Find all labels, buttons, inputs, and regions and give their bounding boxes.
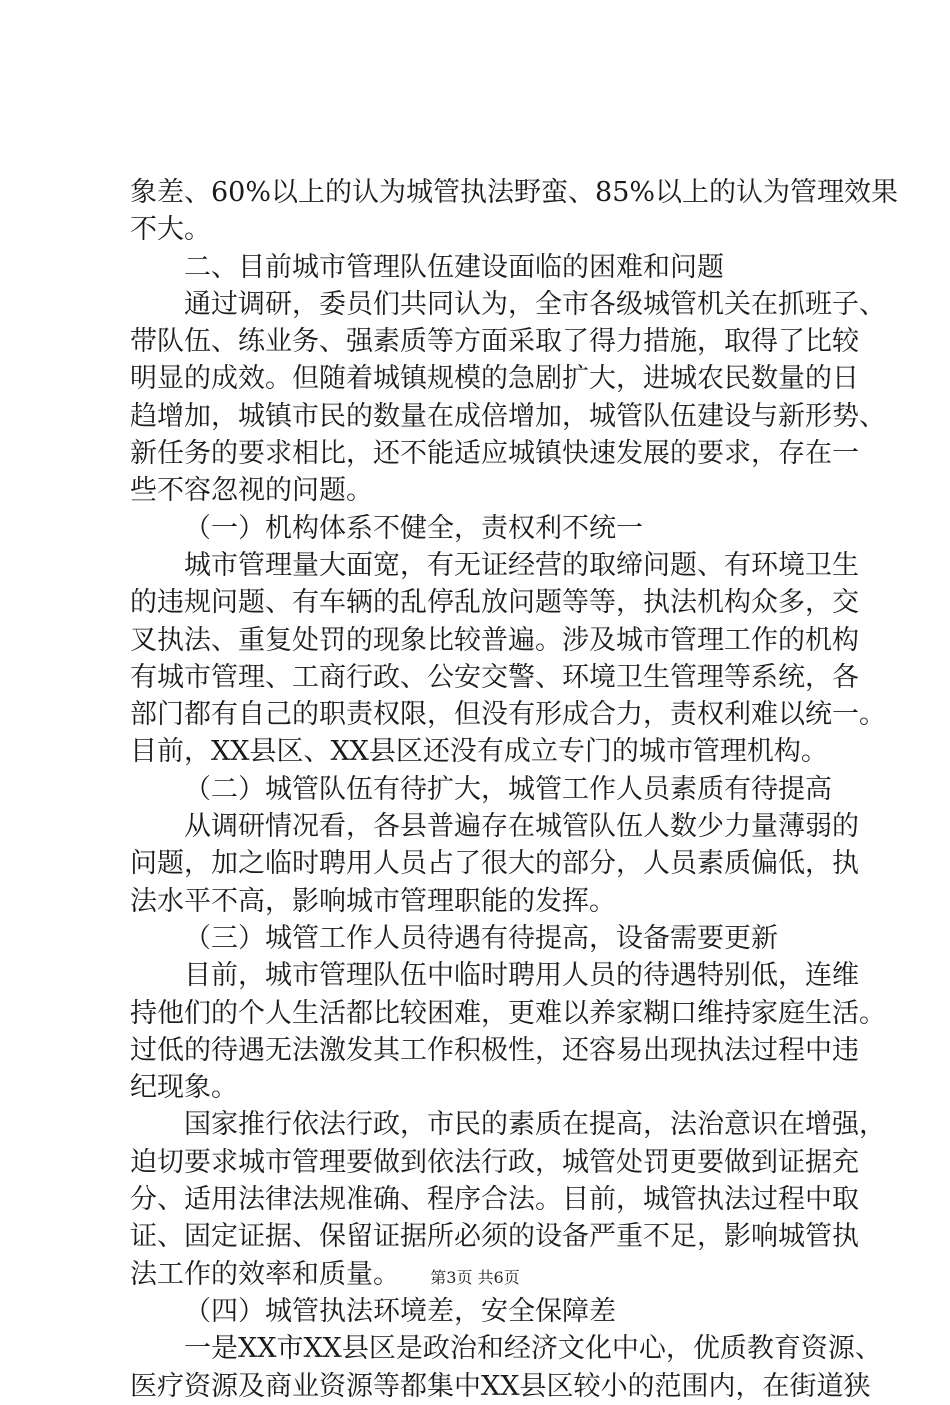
text-line: 二、目前城市管理队伍建设面临的困难和问题: [184, 251, 724, 283]
paragraph: [130, 547, 886, 771]
paragraph: [130, 286, 886, 510]
text-line: （二）城管队伍有待扩大，城管工作人员素质有待提高: [184, 773, 832, 805]
text-line: 从调研情况看，各县普遍存在城管队伍人数少力量薄弱的: [184, 811, 859, 843]
text-line: 分、适用法律法规准确、程序合法。目前，城管执法过程中取: [130, 1184, 859, 1216]
text-line: 城市管理量大面宽，有无证经营的取缔问题、有环境卫生: [184, 549, 859, 581]
text-line: 证、固定证据、保留证据所必须的设备严重不足，影响城管执: [130, 1221, 859, 1253]
text-line: 有城市管理、工商行政、公安交警、环境卫生管理等系统，各: [130, 661, 859, 693]
text-line: 些不容忽视的问题。: [130, 475, 373, 507]
text-line: 趋增加，城镇市民的数量在成倍增加，城管队伍建设与新形势、: [130, 400, 886, 432]
subsection-heading: [130, 510, 835, 547]
page-footer: 第3页 共6页: [430, 1268, 520, 1287]
text-line: 国家推行依法行政，市民的素质在提高，法治意识在增强，: [184, 1109, 886, 1141]
text-line: 问题，加之临时聘用人员占了很大的部分，人员素质偏低，执: [130, 848, 859, 880]
subsection-heading: [130, 1293, 835, 1330]
text-line: 带队伍、练业务、强素质等方面采取了得力措施，取得了比较: [130, 326, 859, 358]
text-line: 一是XX市XX县区是政治和经济文化中心，优质教育资源、: [184, 1333, 882, 1365]
text-line: 象差、60%以上的认为城管执法野蛮、85%以上的认为管理效果: [130, 177, 899, 208]
text-line: 不大。: [130, 214, 211, 246]
text-line: 明显的成效。但随着城镇规模的急剧扩大，进城农民数量的日: [130, 363, 859, 395]
text-line: 叉执法、重复处罚的现象比较普遍。涉及城市管理工作的机构: [130, 624, 859, 656]
text-line: 目前，XX县区、XX县区还没有成立专门的城市管理机构。: [130, 736, 828, 768]
text-line: 目前，城市管理队伍中临时聘用人员的待遇特别低，连维: [184, 960, 859, 992]
text-line: （三）城管工作人员待遇有待提高，设备需要更新: [184, 922, 778, 954]
text-line: 的违规问题、有车辆的乱停乱放问题等等，执法机构众多，交: [130, 587, 859, 619]
paragraph: [130, 957, 886, 1106]
text-line: 法水平不高，影响城市管理职能的发挥。: [130, 885, 616, 917]
paragraph: [130, 174, 899, 249]
subsection-heading: [130, 920, 835, 957]
text-line: 迫切要求城市管理要做到依法行政，城管处罚更要做到证据充: [130, 1146, 859, 1178]
text-line: 通过调研，委员们共同认为，全市各级城管机关在抓班子、: [184, 288, 886, 320]
text-line: 新任务的要求相比，还不能适应城镇快速发展的要求，存在一: [130, 438, 859, 470]
text-line: 纪现象。: [130, 1072, 238, 1104]
text-line: （四）城管执法环境差，安全保障差: [184, 1295, 616, 1327]
text-line: 持他们的个人生活都比较困难，更难以养家糊口维持家庭生活。: [130, 997, 886, 1029]
paragraph: [130, 808, 859, 920]
text-line: 法工作的效率和质量。: [130, 1258, 400, 1290]
text-line: 部门都有自己的职责权限，但没有形成合力，责权利难以统一。: [130, 699, 886, 731]
text-line: （一）机构体系不健全，责权利不统一: [184, 512, 643, 544]
paragraph: [130, 1106, 886, 1292]
subsection-heading: [130, 771, 835, 808]
paragraph: [130, 1330, 882, 1405]
text-line: 医疗资源及商业资源等都集中XX县区较小的范围内，在街道狭: [130, 1370, 871, 1402]
section-heading: [130, 249, 835, 286]
document-body: [130, 174, 899, 1405]
text-line: 过低的待遇无法激发其工作积极性，还容易出现执法过程中违: [130, 1034, 859, 1066]
